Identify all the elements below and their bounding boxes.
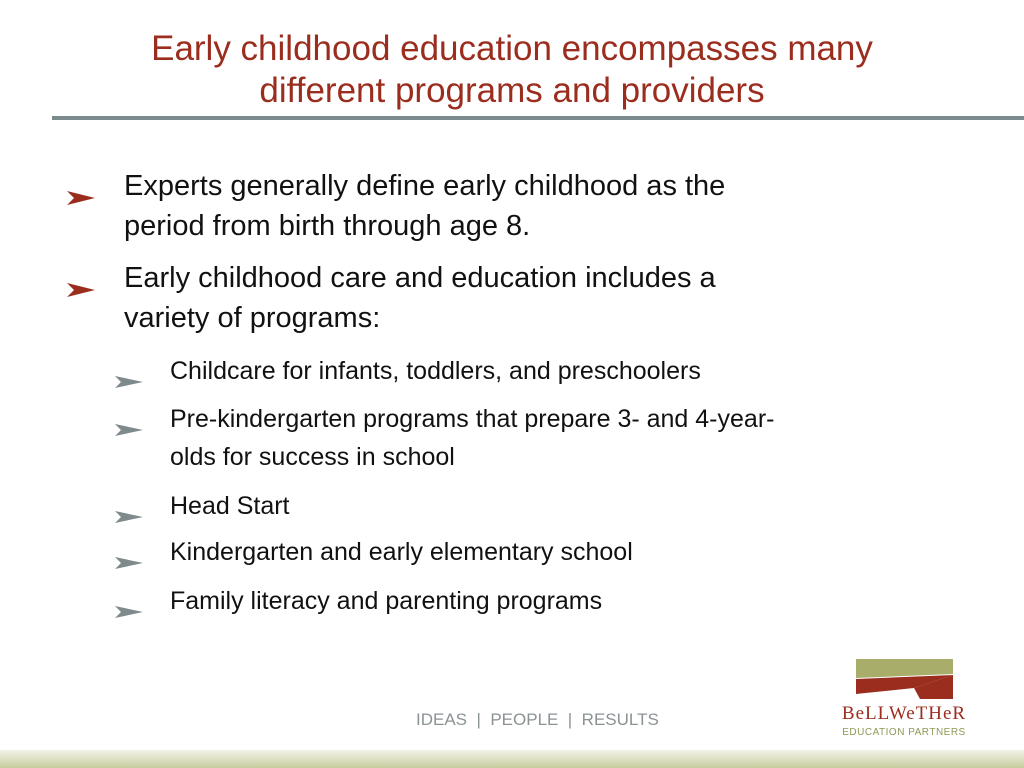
- bellwether-logo-mark: [854, 658, 954, 700]
- sub-bullet-item: [114, 533, 974, 571]
- bullet-text-line: Early childhood care and education includes a: [124, 262, 716, 294]
- bullet-text-line: olds for success in school: [170, 443, 455, 471]
- sub-bullet-item: [114, 582, 974, 620]
- arrowhead-bullet-icon: [114, 498, 144, 536]
- slide-title-line-2: different programs and providers: [259, 71, 765, 110]
- arrowhead-bullet-icon: [114, 544, 144, 582]
- footer-tagline: IDEAS | PEOPLE | RESULTS: [416, 710, 659, 729]
- slide-title-line-1: Early childhood education encompasses many: [151, 29, 873, 68]
- arrowhead-bullet-icon: [114, 363, 144, 401]
- bullet-text-line: period from birth through age 8.: [124, 210, 531, 242]
- footer-band: [0, 750, 1024, 768]
- bullet-text-line: Childcare for infants, toddlers, and preschoolers: [170, 357, 701, 385]
- sub-bullet-item: [114, 400, 974, 476]
- bullet-text-line: Head Start: [170, 492, 290, 520]
- arrowhead-bullet-icon: [114, 593, 144, 631]
- bullet-text-line: Kindergarten and early elementary school: [170, 538, 633, 566]
- sub-bullet-item: [114, 352, 974, 390]
- bullet-text-line: Experts generally define early childhood as the: [124, 170, 726, 202]
- bullet-text-line: Pre-kindergarten programs that prepare 3- and 4-year-: [170, 405, 775, 433]
- sub-bullet-item: [114, 487, 974, 525]
- logo-wordmark: BeLLWeTHeR: [841, 703, 967, 724]
- bullet-item: [66, 258, 886, 338]
- bullet-item: [66, 166, 886, 246]
- logo-subtitle: EDUCATION PARTNERS: [842, 727, 966, 738]
- arrowhead-bullet-icon: [114, 411, 144, 449]
- bullet-text-line: Family literacy and parenting programs: [170, 587, 603, 615]
- arrowhead-bullet-icon: [66, 178, 96, 218]
- bullet-text-line: variety of programs:: [124, 302, 381, 334]
- arrowhead-bullet-icon: [66, 270, 96, 310]
